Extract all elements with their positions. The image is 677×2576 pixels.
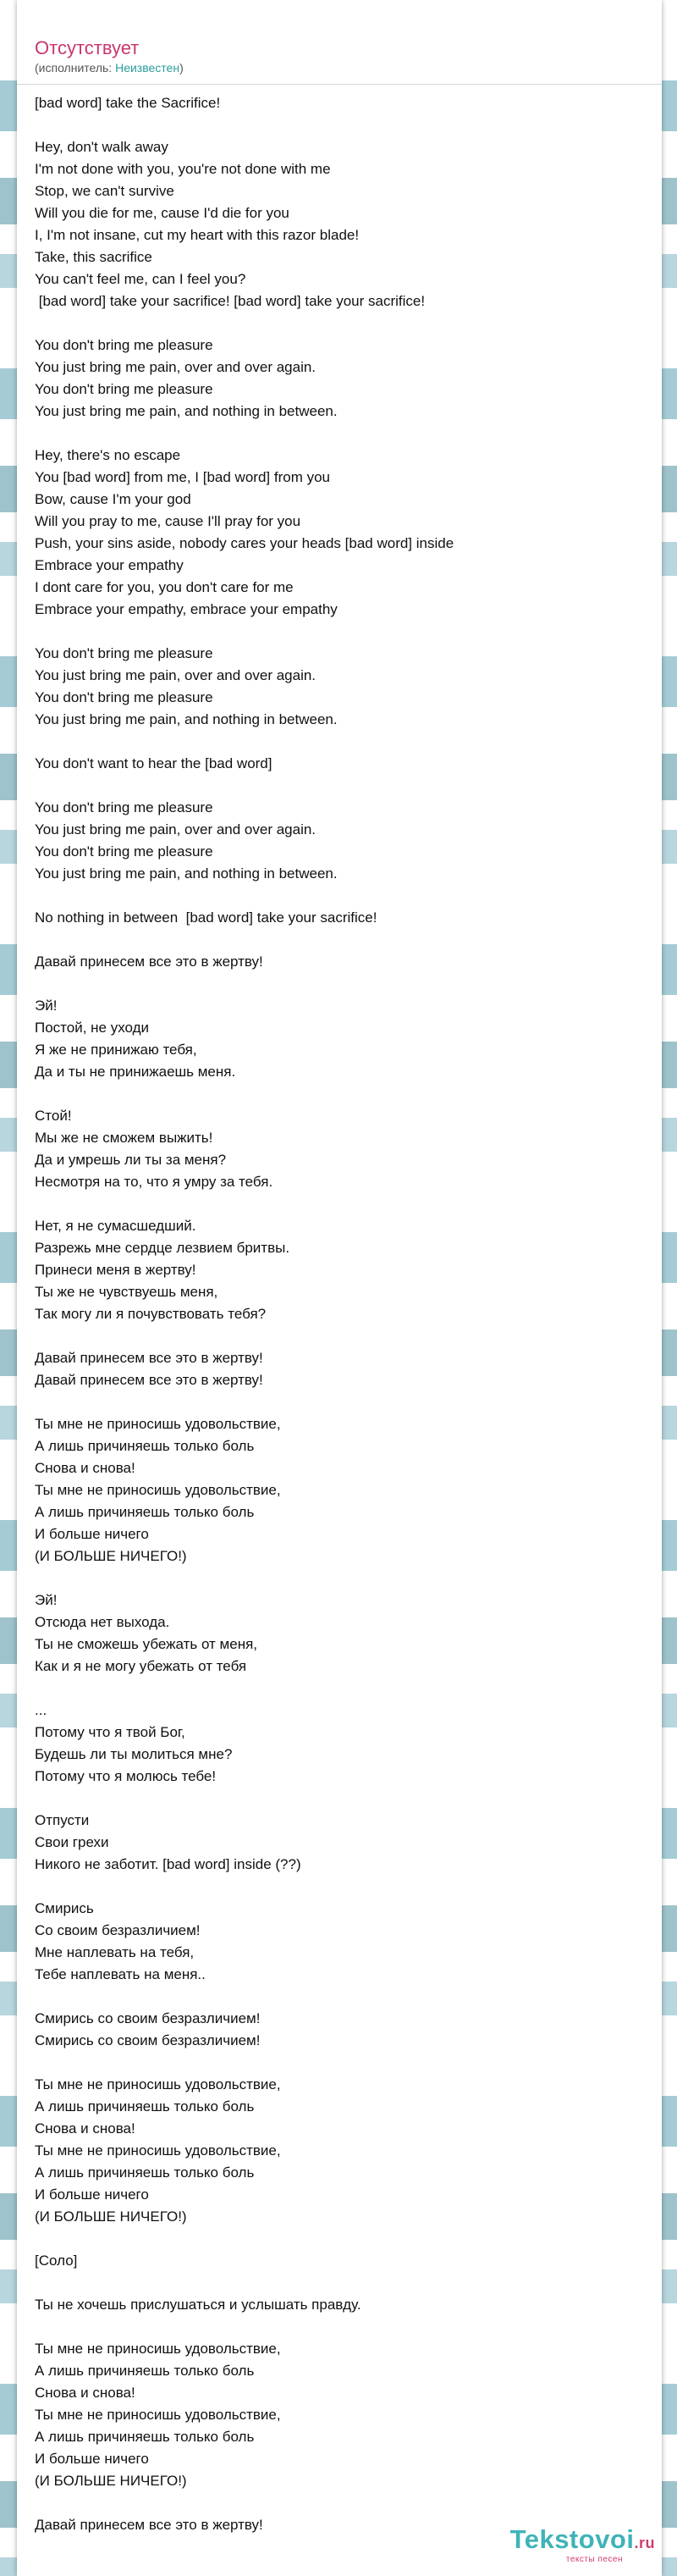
lyric-line: Ты мне не приносишь удовольствие, [35, 1482, 281, 1498]
lyric-line: Ты мне не приносишь удовольствие, [35, 2407, 281, 2423]
lyric-line: You can't feel me, can I feel you? [35, 271, 246, 287]
logo-tld: .ru [634, 2535, 655, 2551]
lyric-line: Embrace your empathy, embrace your empathy [35, 601, 338, 617]
lyric-line: Потому что я молюсь тебе! [35, 1768, 217, 1784]
lyrics-page [17, 0, 662, 2576]
lyric-line: Постой, не уходи [35, 1020, 150, 1036]
lyric-line: Эй! [35, 1592, 58, 1608]
lyric-line: Смирись со своим безразличием! [35, 2010, 261, 2026]
lyric-line: Will you die for me, cause I'd die for you [35, 205, 289, 221]
song-header [17, 0, 662, 75]
lyric-line: Ты не сможешь убежать от меня, [35, 1636, 258, 1652]
lyric-line: Hey, there's no escape [35, 447, 181, 463]
lyric-line: You don't bring me pleasure [35, 689, 213, 705]
lyric-line: You just bring me pain, and nothing in between. [35, 865, 338, 882]
lyric-line: [bad word] take your sacrifice! [bad word] take your sacrifice! [35, 293, 426, 309]
lyric-line [35, 775, 662, 797]
site-logo[interactable] [510, 2526, 655, 2564]
lyric-line: I dont care for you, you don't care for me [35, 579, 294, 595]
lyric-line: You don't bring me pleasure [35, 337, 213, 353]
lyric-line: [Соло] [35, 2253, 78, 2269]
lyric-line: Ты мне не приносишь удовольствие, [35, 2341, 281, 2357]
lyric-line: Смирись со своим безразличием! [35, 2032, 261, 2048]
lyrics-text [17, 85, 662, 2536]
lyric-line: You don't bring me pleasure [35, 645, 213, 661]
lyric-line: No nothing in between [bad word] take your sacrifice! [35, 909, 377, 926]
lyric-line: Снова и снова! [35, 2120, 135, 2137]
lyric-line: Push, your sins aside, nobody cares your heads [bad word] inside [35, 535, 454, 551]
lyric-line [35, 2052, 662, 2074]
lyric-line [35, 1567, 662, 1589]
lyric-line: Stop, we can't survive [35, 183, 174, 199]
lyric-line [35, 885, 662, 907]
lyric-line: You just bring me pain, over and over again. [35, 821, 316, 837]
lyric-line: Давай принесем все это в жертву! [35, 1372, 263, 1388]
lyric-line: А лишь причиняешь только боль [35, 2164, 255, 2181]
lyric-line [35, 1083, 662, 1105]
lyric-line: Тебе наплевать на меня.. [35, 1966, 206, 1982]
lyric-line: Ты мне не приносишь удовольствие, [35, 1416, 281, 1432]
lyric-line: You don't bring me pleasure [35, 843, 213, 860]
lyric-line [35, 2228, 662, 2250]
lyric-line: Стой! [35, 1108, 72, 1124]
lyric-line: Отсюда нет выхода. [35, 1614, 170, 1630]
lyric-line [35, 929, 662, 951]
lyric-line: Мы же не сможем выжить! [35, 1130, 213, 1146]
lyric-line: Hey, don't walk away [35, 139, 168, 155]
lyric-line [35, 1193, 662, 1215]
lyric-line: Отпусти [35, 1812, 90, 1828]
lyric-line: Потому что я твой Бог, [35, 1724, 185, 1740]
lyric-line: You [bad word] from me, I [bad word] from you [35, 469, 330, 485]
lyric-line: Смирись [35, 1900, 94, 1916]
lyric-line: И больше ничего [35, 2186, 149, 2203]
lyric-line: ... [35, 1702, 47, 1718]
lyric-line [35, 312, 662, 334]
lyric-line: А лишь причиняешь только боль [35, 2098, 255, 2114]
lyric-line [35, 1876, 662, 1898]
lyric-line: (И БОЛЬШЕ НИЧЕГО!) [35, 2208, 187, 2225]
lyric-line [35, 1325, 662, 1347]
lyric-line [35, 973, 662, 995]
lyric-line: You just bring me pain, and nothing in between. [35, 403, 338, 419]
lyric-line: Разрежь мне сердце лезвием бритвы. [35, 1240, 290, 1256]
lyric-line: You don't bring me pleasure [35, 799, 213, 815]
lyric-line: Давай принесем все это в жертву! [35, 954, 263, 970]
lyric-line [35, 1788, 662, 1810]
lyric-line: Да и ты не принижаешь меня. [35, 1064, 236, 1080]
lyric-line: Я же не принижаю тебя, [35, 1042, 197, 1058]
lyric-line: Ты же не чувствуешь меня, [35, 1284, 218, 1300]
lyric-line: Снова и снова! [35, 1460, 135, 1476]
performer-suffix: ) [179, 61, 184, 75]
lyric-line [35, 2272, 662, 2294]
lyric-line: You just bring me pain, over and over again. [35, 667, 316, 683]
lyric-line: Мне наплевать на тебя, [35, 1944, 195, 1960]
lyric-line: You just bring me pain, over and over again. [35, 359, 316, 375]
lyric-line: И больше ничего [35, 2451, 149, 2467]
lyric-line: Никого не заботит. [bad word] inside (??) [35, 1856, 301, 1872]
lyric-line: А лишь причиняешь только боль [35, 1504, 255, 1520]
lyric-line [35, 1678, 662, 1700]
lyric-line: И больше ничего [35, 1526, 149, 1542]
lyric-line: Ты мне не приносишь удовольствие, [35, 2142, 281, 2159]
lyric-line: You just bring me pain, and nothing in between. [35, 711, 338, 727]
lyric-line: Со своим безразличием! [35, 1922, 201, 1938]
lyric-line [35, 423, 662, 445]
lyric-line: Ты мне не приносишь удовольствие, [35, 2076, 281, 2092]
lyric-line: Принеси меня в жертву! [35, 1262, 196, 1278]
lyric-line [35, 114, 662, 136]
lyric-line [35, 2316, 662, 2338]
lyric-line: Will you pray to me, cause I'll pray for you [35, 513, 301, 529]
lyric-line: Ты не хочешь прислушаться и услышать правду. [35, 2297, 361, 2313]
lyric-line: Bow, cause I'm your god [35, 491, 191, 507]
lyric-line: Несмотря на то, что я умру за тебя. [35, 1174, 273, 1190]
lyric-line: Снова и снова! [35, 2385, 135, 2401]
performer-line [35, 61, 662, 75]
lyric-line: Да и умрешь ли ты за меня? [35, 1152, 227, 1168]
lyric-line: Будешь ли ты молиться мне? [35, 1746, 233, 1762]
lyric-line: (И БОЛЬШЕ НИЧЕГО!) [35, 2473, 187, 2489]
lyric-line: Давай принесем все это в жертву! [35, 1350, 263, 1366]
song-title: Отсутствует [35, 37, 140, 58]
lyric-line [35, 731, 662, 753]
lyric-line: I, I'm not insane, cut my heart with this razor blade! [35, 227, 360, 243]
logo-name: Tekstovoi [509, 2524, 635, 2554]
lyric-line [35, 1391, 662, 1413]
lyric-line: Эй! [35, 998, 58, 1014]
performer-link[interactable]: Неизвестен [115, 61, 180, 75]
lyric-line: Давай принесем все это в жертву! [35, 2517, 263, 2533]
logo-tagline: тексты песен [565, 2555, 623, 2564]
lyric-line: Как и я не могу убежать от тебя [35, 1658, 247, 1674]
lyric-line [35, 1986, 662, 2008]
lyric-line: You don't want to hear the [bad word] [35, 755, 272, 771]
lyric-line: Embrace your empathy [35, 557, 184, 573]
lyric-line: Так могу ли я почувствовать тебя? [35, 1306, 267, 1322]
lyric-line: А лишь причиняешь только боль [35, 2363, 255, 2379]
lyric-line: I'm not done with you, you're not done with me [35, 161, 331, 177]
lyric-line [35, 621, 662, 643]
lyric-line: А лишь причиняешь только боль [35, 2429, 255, 2445]
lyric-line: (И БОЛЬШЕ НИЧЕГО!) [35, 1548, 187, 1564]
lyric-line: Take, this sacrifice [35, 249, 152, 265]
lyric-line: You don't bring me pleasure [35, 381, 213, 397]
lyric-line: Свои грехи [35, 1834, 109, 1850]
lyric-line: [bad word] take the Sacrifice! [35, 95, 221, 111]
performer-prefix: (исполнитель: [35, 61, 116, 75]
lyric-line: Нет, я не сумасшедший. [35, 1218, 196, 1234]
lyric-line [35, 2492, 662, 2514]
lyric-line: А лишь причиняешь только боль [35, 1438, 255, 1454]
